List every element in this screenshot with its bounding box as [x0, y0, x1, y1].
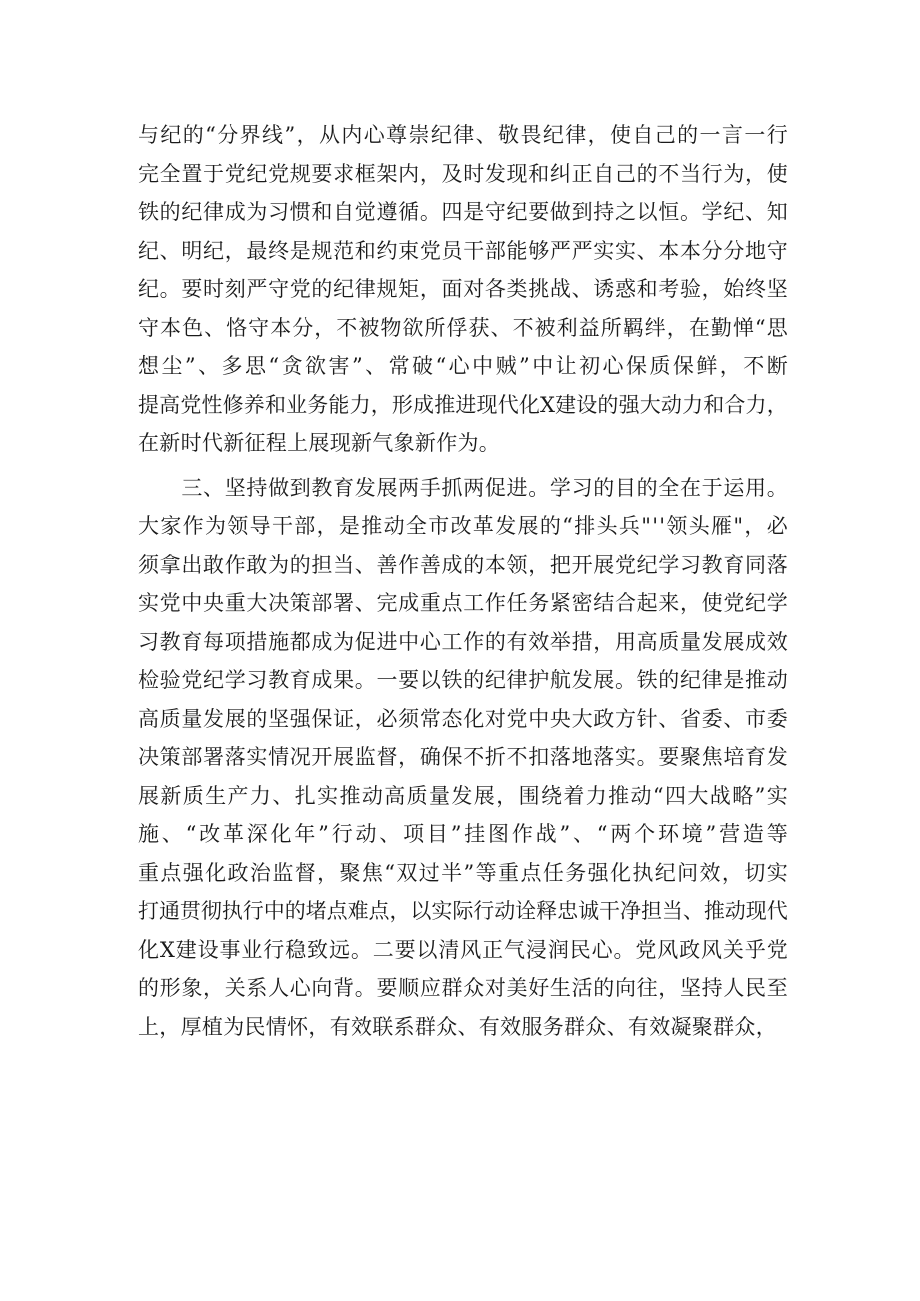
text-line-13: 实党中央重大决策部署、完成重点工作任务紧密结合起来，使党纪学 — [138, 591, 789, 615]
text-line-15: 检验党纪学习教育成果。一要以铁的纪律护航发展。铁的纪律是推动 — [138, 668, 789, 692]
text-line-22: 化X建设事业行稳致远。二要以清风正气浸润民心。党风政风关乎党 — [138, 937, 789, 962]
text-line-2: 完全置于党纪党规要求框架内，及时发现和纠正自己的不当行为，使 — [138, 161, 789, 186]
text-line-4: 纪、明纪，最终是规范和约束党员干部能够严严实实、本本分分地守 — [138, 238, 789, 263]
document-body — [138, 116, 791, 1046]
text-line-3: 铁的纪律成为习惯和自觉遵循。四是守纪要做到持之以恒。学纪、知 — [138, 200, 789, 224]
text-line-8: 提高党性修养和业务能力，形成推进现代化X建设的强大动力和合力， — [138, 392, 788, 417]
text-line-16: 高质量发展的坚强保证，必须常态化对党中央大政方针、省委、市委 — [138, 706, 789, 731]
text-line-7: 想尘”、多思“贪欲害”、常破“心中贼”中让初心保质保鲜，不断 — [138, 354, 791, 378]
text-line-11: 大家作为领导干部，是推动全市改革发展的“排头兵"''领头雁"，必 — [138, 514, 790, 538]
text-line-24: 上，厚植为民情怀，有效联系群众、有效服务群众、有效凝聚群众， — [138, 1014, 777, 1039]
text-line-5: 纪。要时刻严守党的纪律规矩，面对各类挑战、诱惑和考验，始终坚 — [138, 277, 789, 301]
text-line-12: 须拿出敢作敢为的担当、善作善成的本领，把开展党纪学习教育同落 — [138, 552, 789, 577]
text-line-18: 展新质生产力、扎实推动高质量发展，围绕着力推动“四大战略”实 — [138, 783, 790, 808]
text-line-1: 与纪的“分界线”，从内心尊崇纪律、敬畏纪律，使自己的一言一行 — [138, 123, 790, 147]
section-heading-line: 三、坚持做到教育发展两手抓两促进。学习的目的全在于运用。 — [138, 475, 789, 500]
text-line-17: 决策部署落实情况开展监督，确保不折不扣落地落实。要聚焦培育发 — [138, 745, 789, 769]
text-line-19: 施、“改革深化年”行动、项目”挂图作战”、“两个环境”营造等 — [138, 822, 791, 846]
text-line-14: 习教育每项措施都成为促进中心工作的有效举措，用高质量发展成效 — [138, 629, 789, 654]
text-line-23: 的形象，关系人心向背。要顺应群众对美好生活的向往，坚持人民至 — [138, 976, 789, 1000]
text-line-9: 在新时代新征程上展现新气象新作为。 — [138, 431, 501, 455]
text-line-20: 重点强化政治监督，聚焦“双过半”等重点任务强化执纪问效，切实 — [138, 860, 790, 885]
text-line-21: 打通贯彻执行中的堵点难点，以实际行动诠释忠诚干净担当、推动现代 — [138, 899, 788, 923]
text-line-6: 守本色、恪守本分，不被物欲所俘获、不被利益所羁绊，在勤惮“思 — [138, 315, 789, 340]
